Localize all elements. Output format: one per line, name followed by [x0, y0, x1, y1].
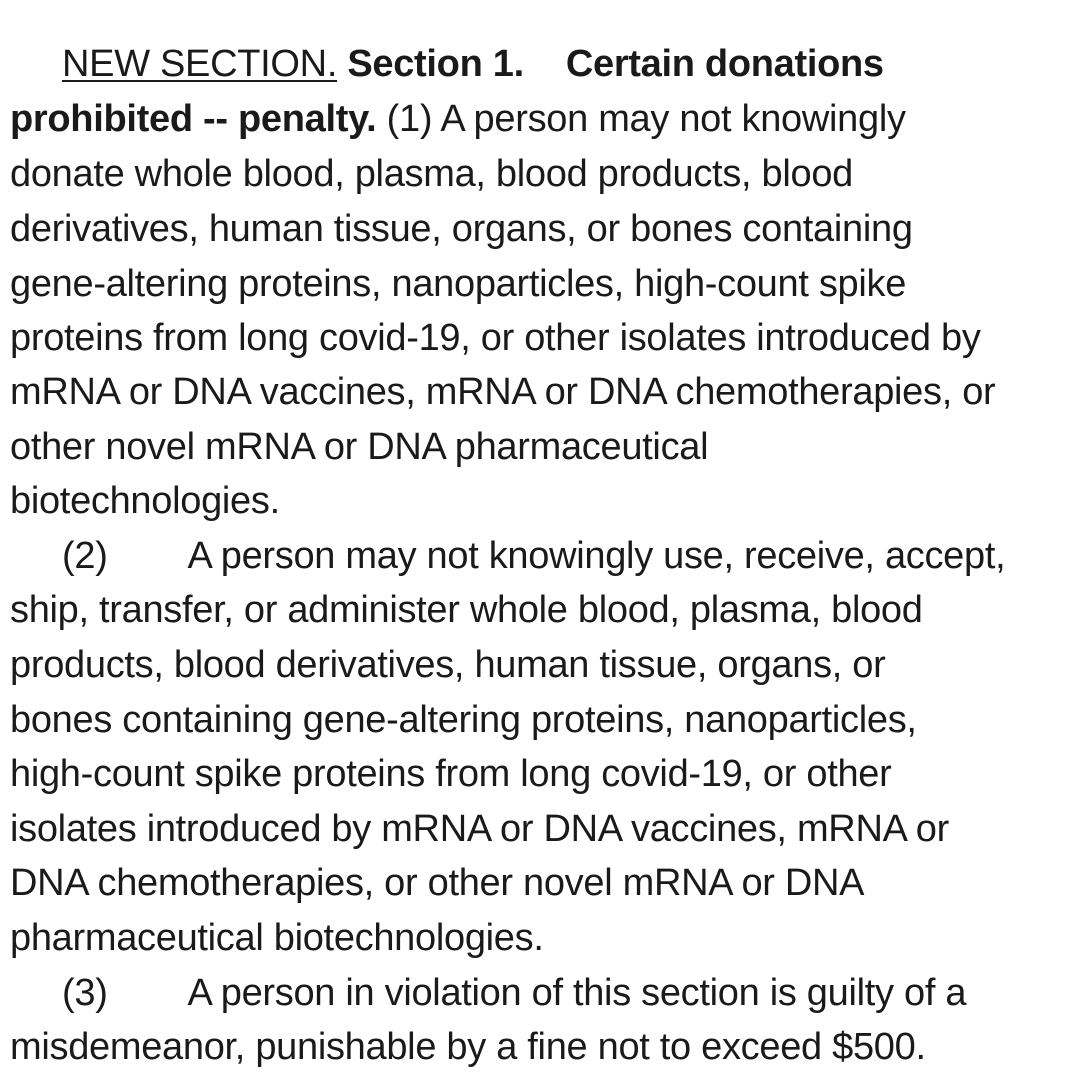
- paragraph-3-line-1: [62, 970, 966, 1016]
- paragraph-3-text: A person in violation of this section is guilty of a: [187, 972, 967, 1014]
- paragraph-1-line-4: gene-altering proteins, nanoparticles, high-count spike: [10, 263, 907, 305]
- paragraph-1-number: (1): [386, 98, 433, 140]
- section-header-line: [62, 41, 884, 87]
- paragraph-1-line-2: donate whole blood, plasma, blood products, blood: [10, 153, 854, 195]
- new-section-label: NEW SECTION.: [62, 43, 338, 85]
- paragraph-1-line-8: biotechnologies.: [10, 480, 280, 522]
- paragraph-2-line-6: isolates introduced by mRNA or DNA vaccines, mRNA or: [10, 808, 949, 850]
- paragraph-2-line-4: bones containing gene-altering proteins, nanoparticles,: [10, 699, 917, 741]
- paragraph-1-text: A person may not knowingly: [440, 98, 906, 140]
- paragraph-1-line-7: other novel mRNA or DNA pharmaceutical: [10, 426, 709, 468]
- section-number: Section 1.: [347, 43, 524, 85]
- section-title-part1: Certain donations: [565, 43, 884, 85]
- paragraph-2-line-8: pharmaceutical biotechnologies.: [10, 917, 544, 959]
- section-title-part2: prohibited -- penalty.: [10, 98, 377, 140]
- paragraph-2-line-3: products, blood derivatives, human tissue, organs, or: [10, 644, 886, 686]
- paragraph-1-line-5: proteins from long covid-19, or other isolates introduced by: [10, 317, 981, 359]
- paragraph-3-line-2: misdemeanor, punishable by a fine not to exceed $500.: [10, 1026, 926, 1068]
- paragraph-2-line-7: DNA chemotherapies, or other novel mRNA or DNA: [10, 862, 865, 904]
- paragraph-1-line-3: derivatives, human tissue, organs, or bones containing: [10, 208, 913, 250]
- paragraph-2-line-2: ship, transfer, or administer whole blood, plasma, blood: [10, 589, 923, 631]
- paragraph-2-text: A person may not knowingly use, receive, accept,: [187, 535, 1006, 577]
- paragraph-2-line-1: [62, 533, 1005, 579]
- paragraph-1-line-6: mRNA or DNA vaccines, mRNA or DNA chemotherapies, or: [10, 371, 996, 413]
- paragraph-2-number: (2): [62, 535, 108, 577]
- paragraph-3-number: (3): [62, 972, 108, 1014]
- paragraph-1-line-1: [10, 96, 906, 142]
- paragraph-2-line-5: high-count spike proteins from long covid-19, or other: [10, 753, 892, 795]
